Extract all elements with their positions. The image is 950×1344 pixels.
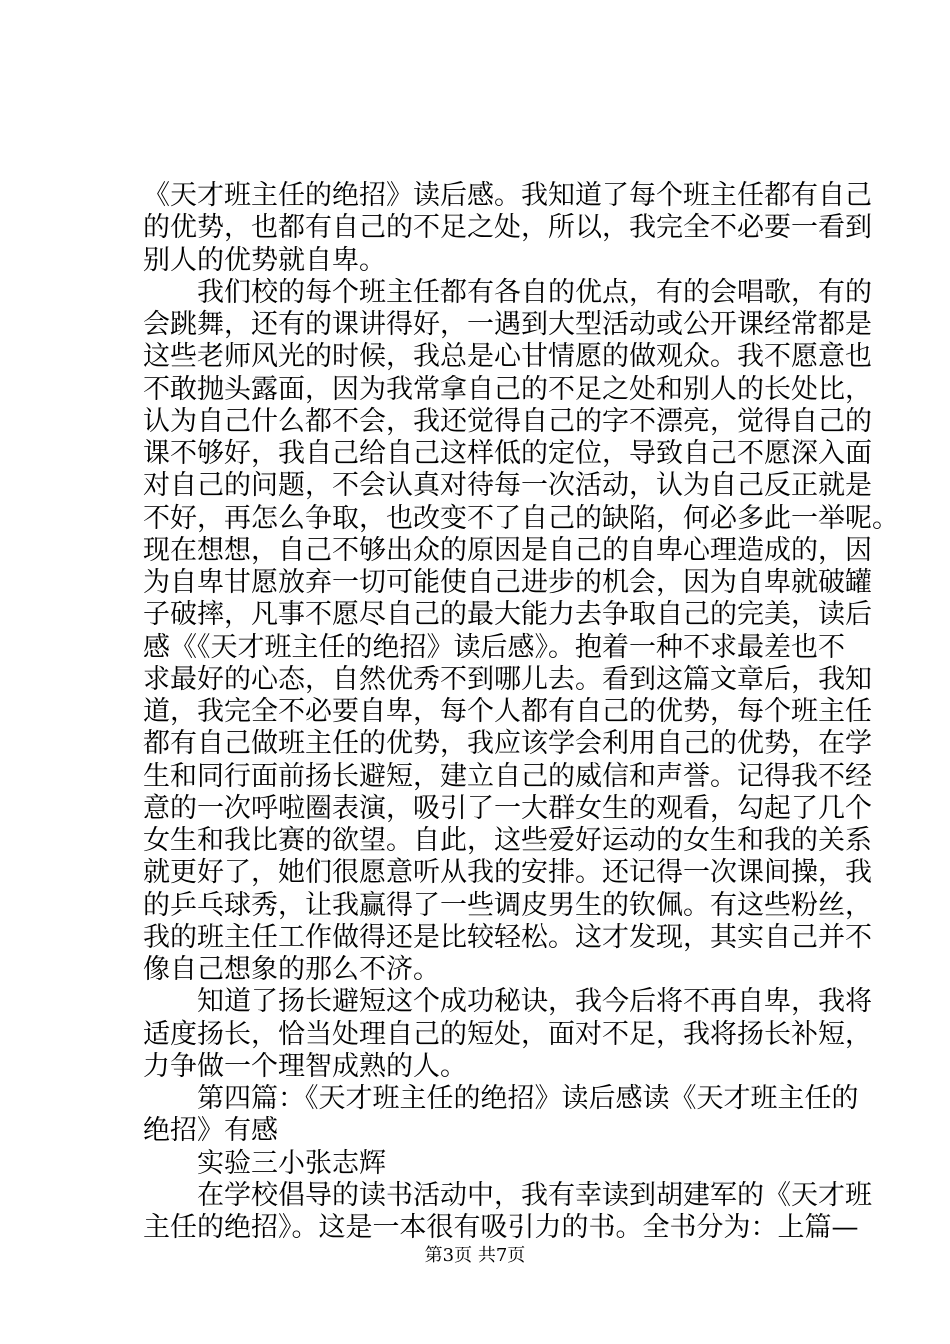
text-line: 生和同行面前扬长避短，建立自己的威信和声誉。记得我不经 bbox=[143, 761, 872, 792]
text-line: 求最好的心态，自然优秀不到哪儿去。看到这篇文章后，我知 bbox=[143, 664, 872, 695]
text-line: 会跳舞，还有的课讲得好，一遇到大型活动或公开课经常都是 bbox=[143, 309, 872, 340]
text-line: 适度扬长，恰当处理自己的短处，面对不足，我将扬长补短， bbox=[143, 1019, 872, 1050]
text-line: 对自己的问题，不会认真对待每一次活动，认为自己反正就是 bbox=[143, 470, 872, 501]
text-line: 的优势，也都有自己的不足之处，所以，我完全不必要一看到 bbox=[143, 212, 872, 243]
text-line: 像自己想象的那么不济。 bbox=[143, 954, 440, 985]
text-line: 这些老师风光的时候，我总是心甘情愿的做观众。我不愿意也 bbox=[143, 341, 872, 372]
text-line: 就更好了，她们很愿意听从我的安排。还记得一次课间操，我 bbox=[143, 857, 872, 888]
text-line: 不敢抛头露面，因为我常拿自己的不足之处和别人的长处比， bbox=[143, 374, 872, 405]
section-heading-line: 绝招》有感 bbox=[143, 1115, 278, 1146]
text-line: 别人的优势就自卑。 bbox=[143, 245, 386, 276]
author-line: 实验三小张志辉 bbox=[143, 1148, 386, 1179]
text-line: 不好，再怎么争取，也改变不了自己的缺陷，何必多此一举呢。 bbox=[143, 503, 899, 534]
text-line: 道，我完全不必要自卑，每个人都有自己的优势，每个班主任 bbox=[143, 696, 872, 727]
text-line: 的乒乓球秀，让我赢得了一些调皮男生的钦佩。有这些粉丝， bbox=[143, 890, 872, 921]
text-line: 《天才班主任的绝招》读后感。我知道了每个班主任都有自己 bbox=[143, 180, 872, 211]
text-line: 子破摔，凡事不愿尽自己的最大能力去争取自己的完美，读后 bbox=[143, 599, 872, 630]
text-line: 现在想想，自己不够出众的原因是自己的自卑心理造成的，因 bbox=[143, 535, 872, 566]
text-line: 为自卑甘愿放弃一切可能使自己进步的机会，因为自卑就破罐 bbox=[143, 567, 872, 598]
text-line: 我们校的每个班主任都有各自的优点，有的会唱歌，有的 bbox=[143, 277, 872, 308]
text-line: 主任的绝招》。这是一本很有吸引力的书。全书分为：上篇— bbox=[143, 1212, 859, 1243]
text-line: 意的一次呼啦圈表演，吸引了一大群女生的观看，勾起了几个 bbox=[143, 793, 872, 824]
page-number: 第3页 共7页 bbox=[424, 1245, 526, 1266]
section-heading-line: 第四篇：《天才班主任的绝招》读后感读《天才班主任的 bbox=[143, 1083, 859, 1114]
text-line: 我的班主任工作做得还是比较轻松。这才发现，其实自己并不 bbox=[143, 922, 872, 953]
text-line: 女生和我比赛的欲望。自此，这些爱好运动的女生和我的关系 bbox=[143, 825, 872, 856]
text-line: 在学校倡导的读书活动中，我有幸读到胡建军的《天才班 bbox=[143, 1180, 872, 1211]
text-line: 力争做一个理智成熟的人。 bbox=[143, 1051, 467, 1082]
text-line: 知道了扬长避短这个成功秘诀，我今后将不再自卑，我将 bbox=[143, 986, 872, 1017]
text-line: 都有自己做班主任的优势，我应该学会利用自己的优势，在学 bbox=[143, 728, 872, 759]
text-line: 课不够好，我自己给自己这样低的定位，导致自己不愿深入面 bbox=[143, 438, 872, 469]
text-line: 感《《天才班主任的绝招》读后感》。抱着一种不求最差也不 bbox=[143, 632, 845, 663]
text-line: 认为自己什么都不会，我还觉得自己的字不漂亮，觉得自己的 bbox=[143, 406, 872, 437]
